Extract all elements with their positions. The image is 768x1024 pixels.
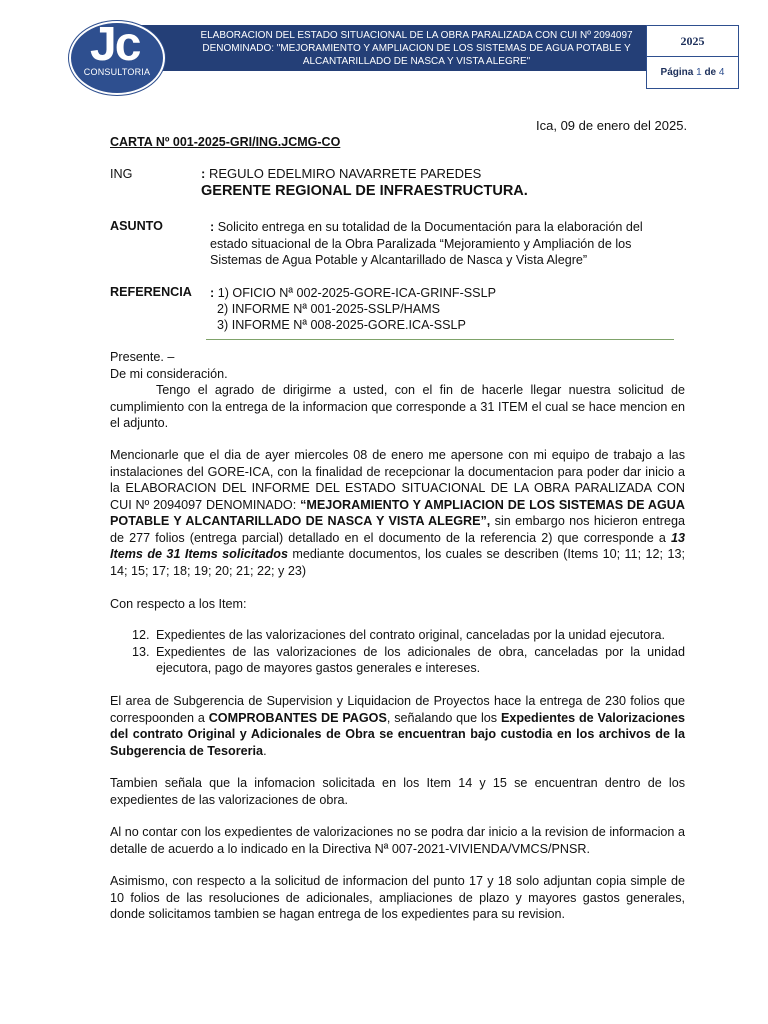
banner-line-2: DENOMINADO: "MEJORAMIENTO Y AMPLIACION DE LOS SISTEMAS DE AGUA POTABLE Y [202,43,631,54]
letter-number: CARTA Nº 001-2025-GRI/ING.JCMG-CO [110,135,341,149]
paragraph-3: Con respecto a los Item: [110,597,247,611]
referencia-list [210,285,496,333]
list-item-text: Expedientes de las valorizaciones de los adicionales de obra, canceladas por la unidad ejecutora, pago de mayores gastos generales e intereses. [156,644,685,675]
asunto-line-2: estado situacional de la Obra Paralizada “Mejoramiento y Ampliación de los [210,236,632,251]
date-line: Ica, 09 de enero del 2025. [536,118,688,133]
paragraph-7: Asimismo, con respecto a la solicitud de informacion del punto 17 y 18 solo adjuntan copia simple de 10 folios de las resoluciones de adicionales, ampliaciones de plazo y mayores gastos generales, donde solicitamos tambien se hagan entrega de los expedientes para su revision. [110,874,685,921]
paragraph-6: Al no contar con los expedientes de valorizaciones no se podra dar inicio a la revision de informacion a detalle de acuerdo a lo indicado en la Directiva Nª 007-2021-VIVIENDA/VMCS/PNSR. [110,825,685,856]
greeting-line-1: Presente. – [110,350,175,364]
recipient-colon: : [201,166,206,181]
paragraph-4 [110,693,685,759]
asunto-colon: : [210,220,215,234]
year-value: 2025 [680,34,705,48]
list-item [110,627,685,644]
company-logo [69,18,165,95]
paragraph-2-c: sin embargo nos hicieron entrega de 277 folios (entrega parcial) detallado en el documento de la referencia 2) que corresponde a [110,514,685,545]
paragraph-2-e: mediante documentos, los cuales se describen (Items 10; 11; 12; 13; 14; 15; 17; 18; 19; 20; 21; 22; y 23) [110,547,685,578]
header-banner [113,25,646,71]
list-item-text: Expedientes de las valorizaciones del contrato original, canceladas por la unidad ejecutora. [156,628,665,642]
paragraph-4-c: , señalando que los [386,710,501,725]
asunto-line-3: Sistemas de Agua Potable y Alcantarillado de Nasca y Vista Alegre” [210,253,588,267]
recipient-name: REGULO EDELMIRO NAVARRETE PAREDES [208,166,482,181]
separator-line [206,339,674,340]
logo-letters: Jc [90,18,140,71]
paragraph-4-expedientes: Expedientes de Valorizaciones del contrato Original y Adicionales de Obra se encuentran bajo custodia en los archivos de la Subgerencia de Tesoreria [110,710,686,758]
paragraph-4-a: El area de Subgerencia de Supervision y Liquidacion de Proyectos hace la entrega de 230 folios que correspoonden a [110,694,685,725]
reference-2: 2) INFORME Nª 001-2025-SSLP/HAMS [217,302,441,316]
page-total: 4 [718,67,725,78]
paragraph-2-a: Mencionarle que el dia de ayer miercoles 08 de enero me apersone con mi equipo de trabajo a las instalaciones del GORE-ICA, con la finalidad de recepcionar la documentacion para poder dar inicio a la ELABORACION DEL INFORME DEL ESTADO SITUACIONAL DE LA OBRA PARALIZADA CON CUI Nº 2094097 DENOMINADO: [110,448,685,512]
paragraph-2-project-name: “MEJORAMIENTO Y AMPLIACION DE LOS SISTEMAS DE AGUA POTABLE Y ALCANTARILLADO DE NASCA Y VISTA ALEGRE”, [110,497,685,528]
list-item [110,644,685,677]
asunto-line-1: Solicito entrega en su totalidad de la Documentación para la elaboración del [217,220,643,234]
list-item-number: 13. [132,644,150,659]
page-indicator [646,57,739,89]
paragraph-1: Tengo el agrado de dirigirme a usted, con el fin de hacerle llegar nuestra solicitud de cumplimiento con la entrega de la informacion que corresponde a 31 ITEM el cual se hace mencion en el adjunto. [110,383,685,430]
paragraph-4-comprobantes: COMPROBANTES DE PAGOS [208,710,387,725]
reference-3: 3) INFORME Nª 008-2025-GORE.ICA-SSLP [217,318,466,332]
banner-line-3: ALCANTARILLADO DE NASCA Y VISTA ALEGRE" [302,56,531,67]
asunto-text [210,219,643,269]
referencia-label: REFERENCIA [110,285,192,299]
year-box [646,25,739,57]
logo-subtitle: CONSULTORIA [83,67,151,77]
paragraph-2 [110,447,685,579]
page-number: 1 [696,67,702,78]
list-item-number: 12. [132,628,150,642]
asunto-label: ASUNTO [110,219,163,233]
greeting [110,349,228,382]
banner-line-1: ELABORACION DEL ESTADO SITUACIONAL DE LA OBRA PARALIZADA CON CUI Nº 2094097 [200,30,633,41]
paragraph-2-items-count: 13 Items de 31 Items solicitados [110,530,685,561]
recipient-label: ING [110,167,133,181]
paragraph-4-e: . [263,743,267,758]
reference-1: 1) OFICIO Nª 002-2025-GORE-ICA-GRINF-SSLP [217,286,496,300]
greeting-line-2: De mi consideración. [110,366,228,381]
paragraph-5: Tambien señala que la infomacion solicitada en los Item 14 y 15 se encuentran dentro de los expedientes de las valorizaciones de obra. [110,776,685,807]
referencia-colon: : [210,286,215,300]
items-list [110,627,685,677]
recipient-title: GERENTE REGIONAL DE INFRAESTRUCTURA. [201,183,528,199]
page-label: Página [660,67,694,78]
page-of: de [704,67,717,78]
